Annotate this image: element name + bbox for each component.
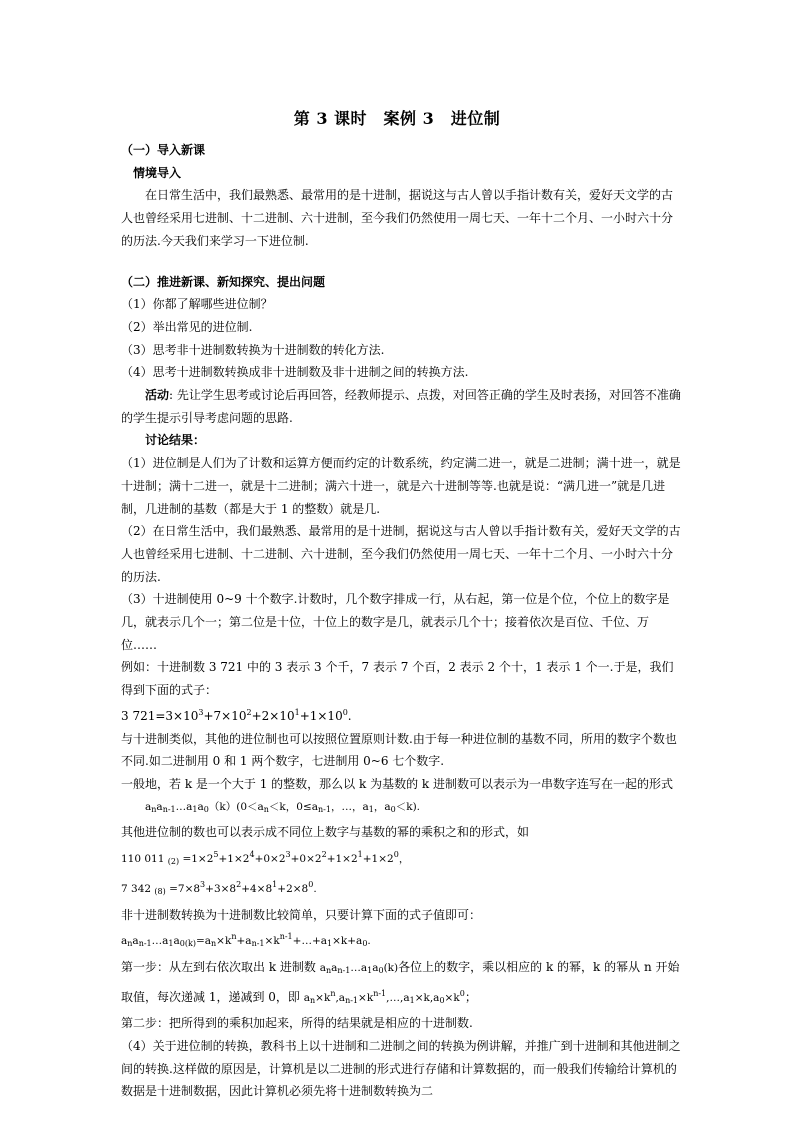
activity-text: : 先让学生思考或讨论后再回答，经教师提示、点拨，对回答正确的学生及时表扬，对回答不准确的学生提示引导考虑问题的思路. xyxy=(121,388,681,425)
formula-k-base-form: $a_na_{n-1}\dots a_1a_0(k)(0<a_n<k$，$0\le a_{n-1}$，…，$a_1$，$a_0<k$). xyxy=(145,800,420,814)
result-2: （2）在日常生活中，我们最熟悉、最常用的是十进制，据说这与古人曾以手指计数有关，爱好天文学的古人也曾经采用七进制、十二进制、六十进制，至今我们仍然使用一周七天、一年十二个月、一小时六十分的历法. xyxy=(121,524,681,584)
step-1-text-a: 第一步：从左到右依次取出 k 进制数 xyxy=(121,959,320,974)
discussion-label: 讨论结果： xyxy=(145,433,206,448)
general-paragraph: 一般地，若 k 是一个大于 1 的整数，那么以 k 为基数的 k 进制数可以表示为一串数字连写在一起的形式 xyxy=(121,776,673,791)
step-1-text-b: 各位上的数字，乘以相应的 k 的幂，k 的幂从 n 开始取值，每次递减 1，递减到 0，即 xyxy=(121,959,680,1004)
step-1: 第一步：从左到右依次取出 k 进制数 $a_na_{n-1}\dots a_1a_0(k)$各位上的数字，乘以相应的 k 的幂，k 的幂从 n 开始取值，每次递减 1，递减到 0，即 $a_n\times k^n,a_{n-1}\times k^{n-1},\dots,a_1\times k,a_0\times k^0$； xyxy=(121,959,680,1005)
formula-octal-example: 7 342 $_{(8)} =7\times 8^3+3\times 8^2+4\times 8^1+2\times 8^0$. xyxy=(121,879,317,896)
formula-binary-example: 110 011 $_{(2)} =1\times 2^5+1\times 2^4+0\times 2^3+0\times 2^2+1\times 2^1+1\times 2^0$， xyxy=(121,850,410,867)
question-1: （1）你都了解哪些进位制？ xyxy=(121,297,273,312)
section-1-heading: （一）导入新课 xyxy=(121,143,206,157)
page-title: 第 3 课时 案例 3 进位制 xyxy=(293,109,501,128)
step-2: 第二步：把所得到的乘积加起来，所得的结果就是相应的十进制数. xyxy=(121,1016,473,1031)
intro-paragraph: 在日常生活中，我们最熟悉、最常用的是十进制，据说这与古人曾以手指计数有关，爱好天文学的古人也曾经采用七进制、十二进制、六十进制，至今我们仍然使用一周七天、一年十二个月、一小时六十分的历法.今天我们来学习一下进位制. xyxy=(121,188,674,248)
formula-3721: 3 $721=3\times 10^3+7\times 10^2+2\times 10^1+1\times 10^0$. xyxy=(121,707,352,723)
section-1-subheading: 情境导入 xyxy=(133,165,182,180)
result-3: （3）十进制使用 0~9 十个数字.计数时，几个数字排成一行，从右起，第一位是个位，个位上的数字是几，就表示几个一；第二位是十位，十位上的数字是几，就表示几个十；接着依次是百位、千位、万位…… xyxy=(121,592,670,652)
question-2: （2）举出常见的进位制. xyxy=(121,319,253,334)
activity-label: 活动 xyxy=(145,388,170,403)
similar-paragraph: 与十进制类似，其他的进位制也可以按照位置原则计数.由于每一种进位制的基数不同，所用的数字个数也不同.如二进制用 0 和 1 两个数字，七进制用 0~6 七个数字. xyxy=(121,731,677,769)
other-base-paragraph: 其他进位制的数也可以表示成不同位上数字与基数的幂的乘积之和的形式，如 xyxy=(121,825,530,840)
question-4: （4）思考十进制数转换成非十进制数及非十进制之间的转换方法. xyxy=(121,365,469,380)
result-1: （1）进位制是人们为了计数和运算方便而约定的计数系统，约定满二进一，就是二进制；满十进一，就是十进制；满十二进一，就是十二进制；满六十进一，就是六十进制等等.也就是说：“满几进一”就是几进制，几进制的基数（都是大于 1 的整数）就是几. xyxy=(121,456,681,516)
paragraph-4: （4）关于进位制的转换，教科书上以十进制和二进制之间的转换为例讲解，并推广到十进制和其他进制之间的转换.这样做的原因是，计算机是以二进制的形式进行存储和计算数据的，而一般我们传输给计算机的数据是十进制数据，因此计算机必须先将十进制数转换为二 xyxy=(121,1039,681,1099)
document-body xyxy=(121,139,681,1103)
formula-conversion: $a_na_{n-1}\dots a_1a_{0(k)}=a_n\times k^n+a_{n-1}\times k^{n-1}+\dots+a_1\times k+a_0$. xyxy=(121,932,371,949)
example-paragraph: 例如：十进制数 3 721 中的 3 表示 3 个千，7 表示 7 个百，2 表示 2 个十，1 表示 1 个一.于是，我们得到下面的式子： xyxy=(121,660,674,698)
section-2-heading: （二）推进新课、新知探究、提出问题 xyxy=(121,274,326,289)
non-decimal-paragraph: 非十进制数转换为十进制数比较简单，只要计算下面的式子值即可： xyxy=(121,907,482,922)
activity-paragraph xyxy=(121,384,681,429)
question-3: （3）思考非十进制数转换为十进制数的转化方法. xyxy=(121,342,385,357)
